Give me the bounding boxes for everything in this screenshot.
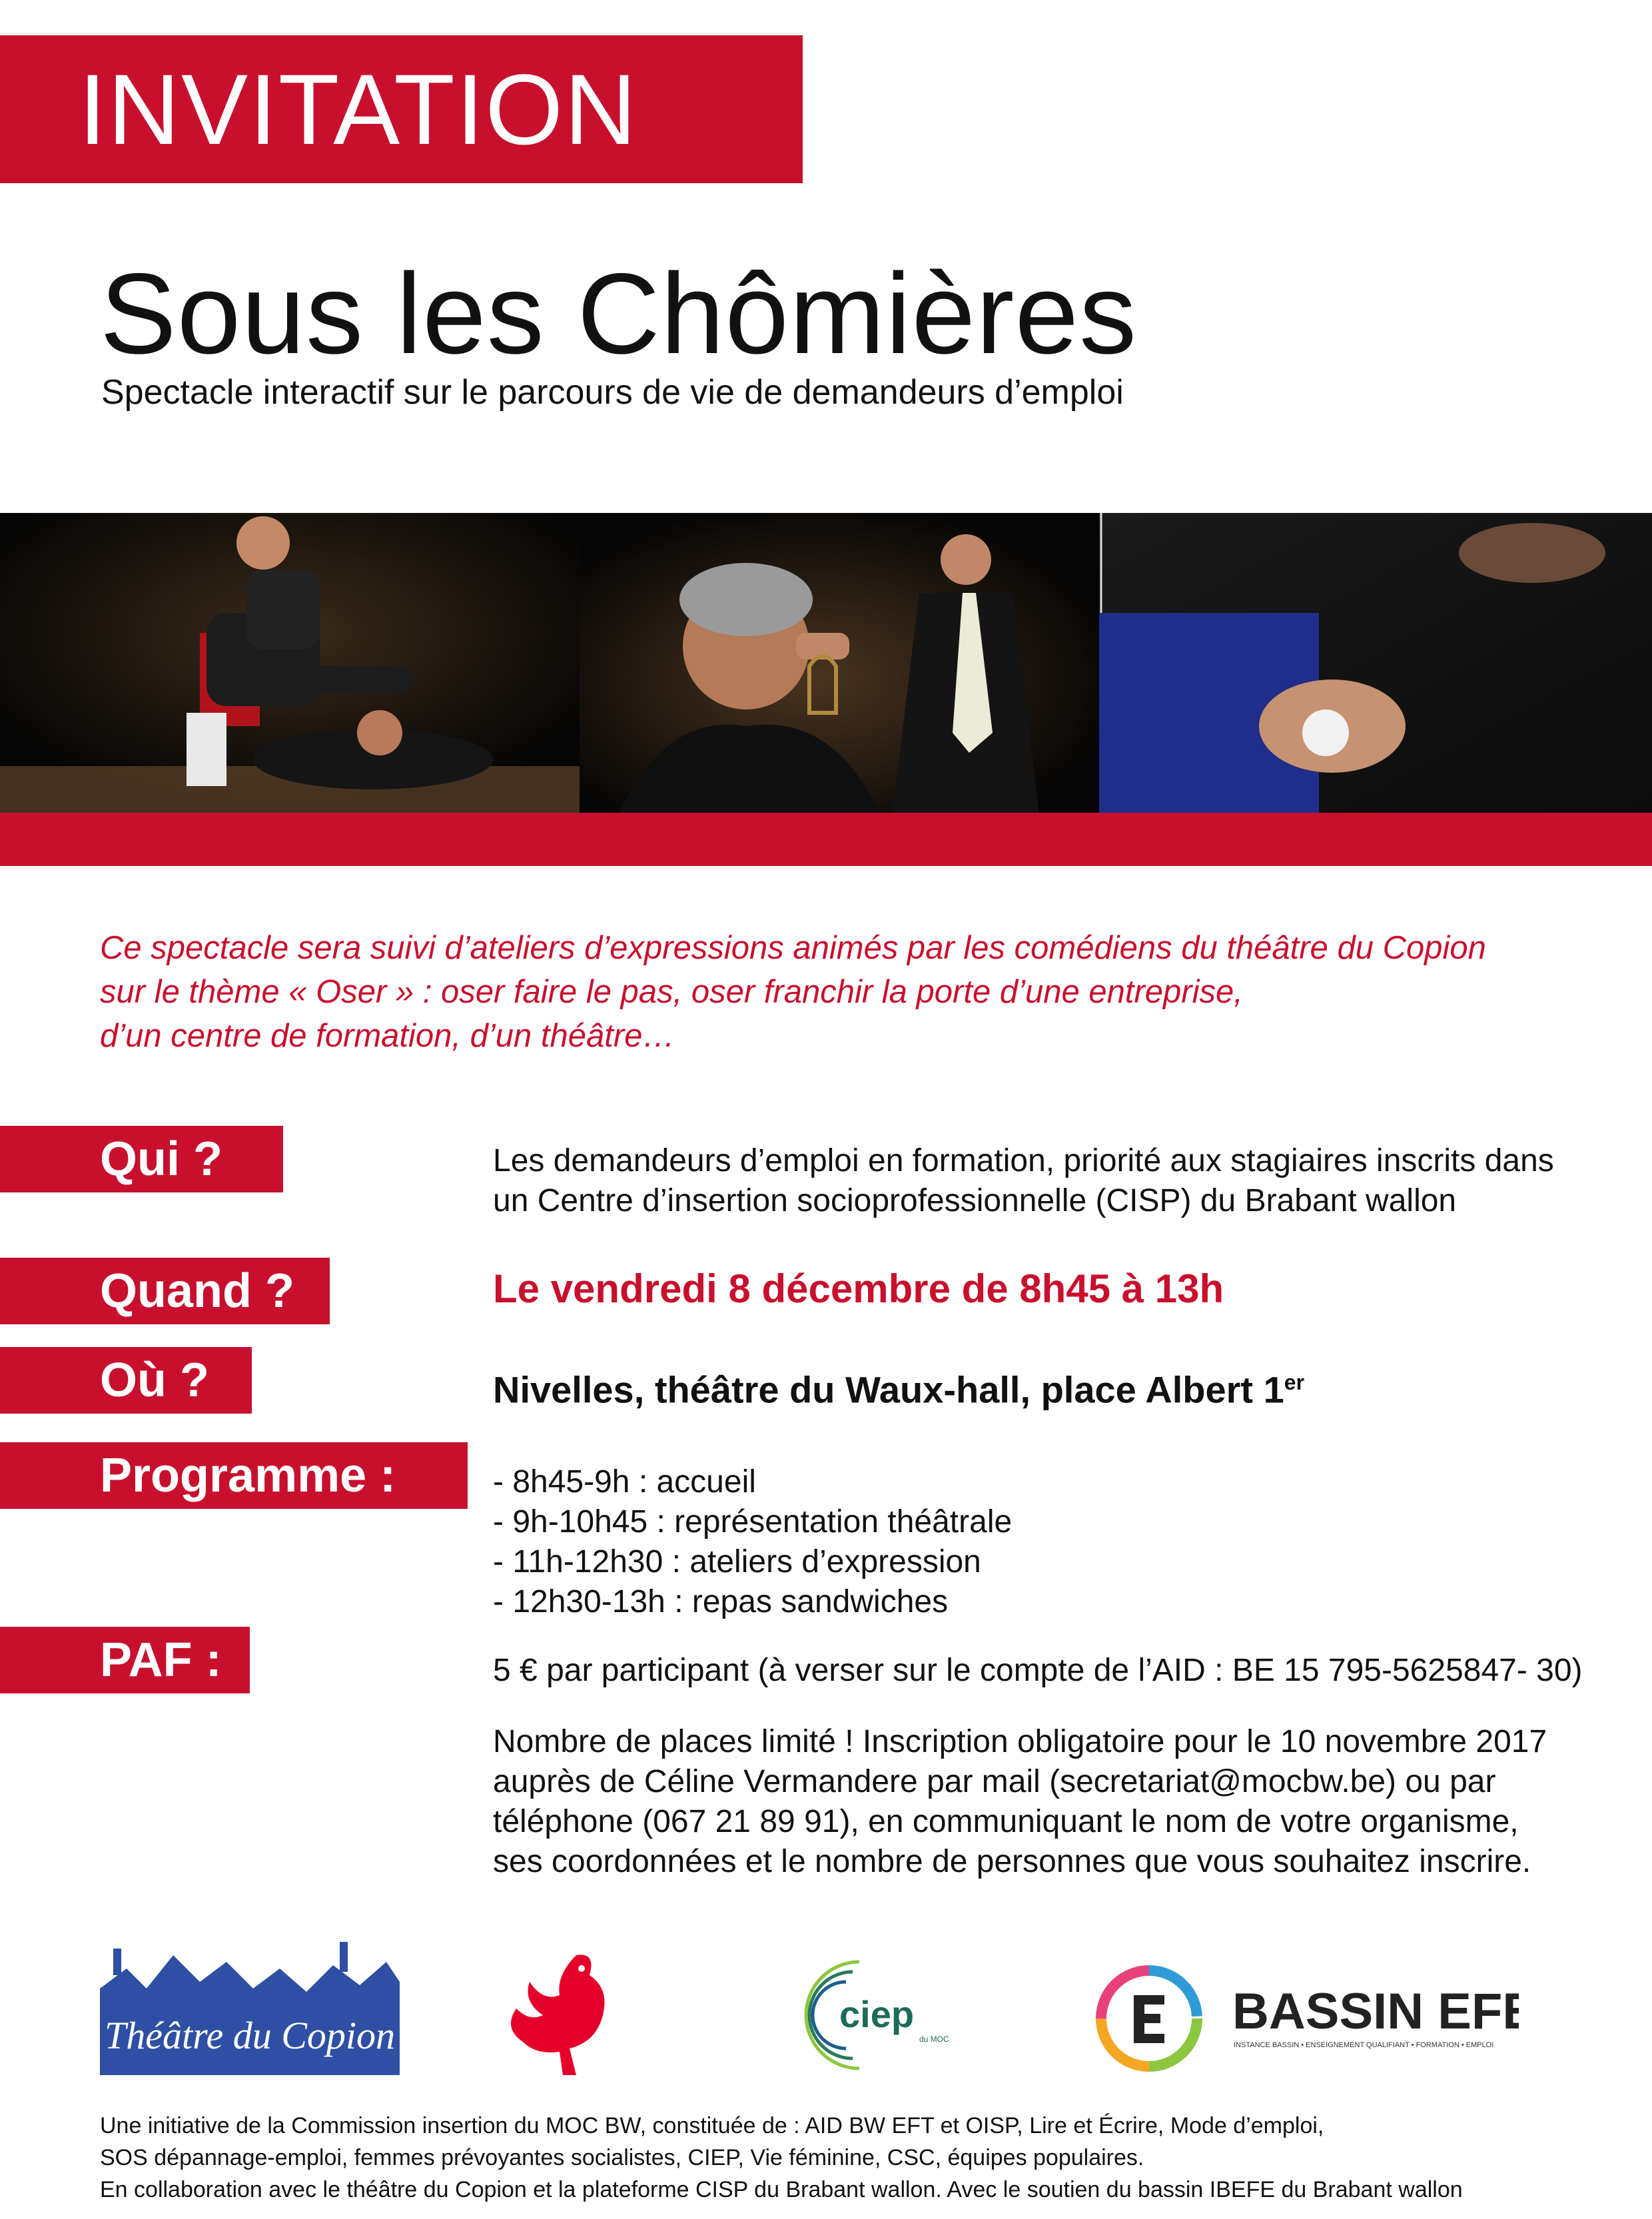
inscription-text [493,1722,1547,1882]
copion-logo-text: Théâtre du Copion [104,2014,396,2057]
wallonia-rooster-logo [496,1949,616,2082]
copion-logo [100,1942,400,2075]
red-band [0,813,1652,866]
label-qui [0,1126,283,1192]
label-programme [0,1442,468,1509]
footer-line: En collaboration avec le théâtre du Copion et la plateforme CISP du Brabant wallon. Avec le soutien du bassin IBEFE du Brabant wallon [100,2177,1463,2202]
programme-item: - 12h30-13h : repas sandwiches [493,1584,949,1619]
bassin-efe-text: BASSIN EFE [1232,1983,1519,2040]
inscription-line: Nombre de places limité ! Inscription obligatoire pour le 10 novembre 2017 [493,1724,1547,1759]
intro-line: Ce spectacle sera suivi d’ateliers d’expressions animés par les comédiens du théâtre du Copion [100,930,1486,966]
bassin-efe-logo [1092,1955,1519,2082]
intro-text [100,926,1565,1058]
label-quand-text: Quand ? [100,1264,294,1318]
inscription-line: téléphone (067 21 89 91), en communiquant le nom de votre organisme, [493,1804,1519,1839]
performance-photos [0,513,1652,813]
label-ou-text: Où ? [100,1354,209,1407]
programme-item: - 8h45-9h : accueil [493,1464,756,1500]
inscription-line: auprès de Céline Vermandere par mail (secretariat@mocbw.be) ou par [493,1764,1496,1799]
intro-line: sur le thème « Oser » : oser faire le pas, oser franchir la porte d’une entreprise, [100,974,1243,1010]
page-subtitle: Spectacle interactif sur le parcours de vie de demandeurs d’emploi [101,373,1124,412]
programme-list [493,1462,1012,1622]
qui-line: Les demandeurs d’emploi en formation, priorité aux stagiaires inscrits dans [493,1143,1554,1178]
programme-item: - 11h-12h30 : ateliers d’expression [493,1544,981,1579]
ciep-logo [799,1949,953,2082]
intro-line: d’un centre de formation, d’un théâtre… [100,1018,675,1054]
label-qui-text: Qui ? [100,1132,222,1186]
label-paf-text: PAF : [100,1633,222,1687]
footer-line: Une initiative de la Commission insertion du MOC BW, constituée de : AID BW EFT et OISP, Lire et Écrire, Mode d’emploi, [100,2113,1324,2138]
inscription-line: ses coordonnées et le nombre de personnes que vous souhaitez inscrire. [493,1844,1531,1879]
label-programme-text: Programme : [100,1449,396,1502]
label-paf [0,1627,250,1693]
qui-line: un Centre d’insertion socioprofessionnelle (CISP) du Brabant wallon [493,1183,1457,1218]
qui-value [493,1141,1554,1221]
ciep-logo-text: ciep [839,1993,915,2035]
invitation-banner [0,35,803,183]
page-title: Sous les Chômières [100,250,1138,378]
ou-sup: er [1284,1370,1305,1394]
quand-value: Le vendredi 8 décembre de 8h45 à 13h [493,1266,1224,1311]
paf-value: 5 € par participant (à verser sur le compte de l’AID : BE 15 795-5625847- 30) [493,1653,1583,1688]
footer [100,2110,1599,2206]
ciep-logo-small: du MOC [919,2034,949,2044]
footer-line: SOS dépannage-emploi, femmes prévoyantes socialistes, CIEP, Vie féminine, CSC, équipes populaires. [100,2145,1144,2170]
label-ou [0,1347,252,1414]
ou-text: Nivelles, théâtre du Waux-hall, place Albert 1 [493,1368,1284,1411]
ou-value [493,1362,1304,1410]
invitation-label: INVITATION [79,53,638,165]
bassin-efe-small: INSTANCE BASSIN • ENSEIGNEMENT QUALIFIANT • FORMATION • EMPLOI [1234,2041,1494,2049]
label-quand [0,1258,330,1324]
programme-item: - 9h-10h45 : représentation théâtrale [493,1504,1013,1540]
performance-photo-strip [0,513,1652,813]
